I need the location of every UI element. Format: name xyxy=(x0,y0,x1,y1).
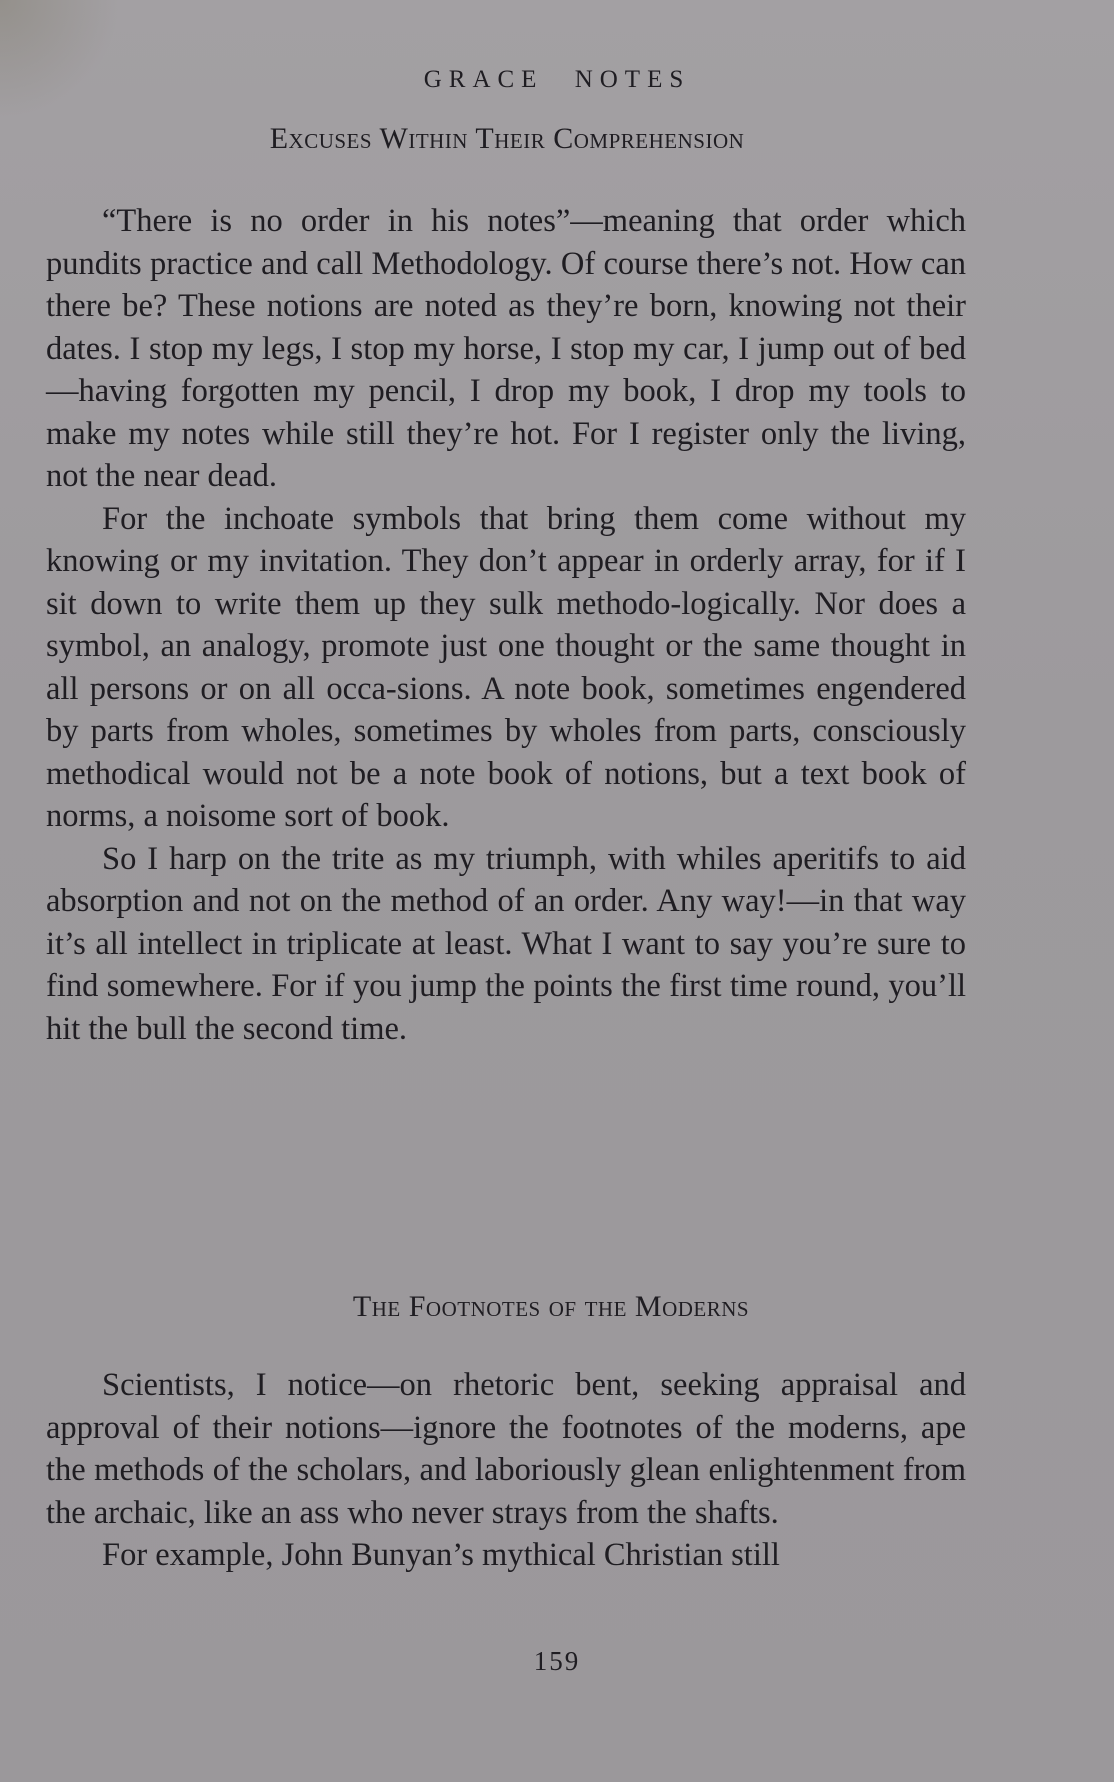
paragraph: Scientists, I notice—on rhetoric bent, seeking appraisal and approval of their notions—ignore the footnotes of the moderns, ape the methods of the scholars, and laboriously glean enlightenment from the archaic, like an ass who never strays from the shafts. xyxy=(46,1367,966,1531)
paragraph: So I harp on the trite as my triumph, with whiles aperitifs to aid absorption and not on the method of an order. Any way!—in that way it’s all intellect in triplicate at least. What I want to say you’re sure to find somewhere. For if you jump the points the first time round, you’ll hit the bull the second time. xyxy=(46,840,966,1047)
section-body-footnotes xyxy=(46,1364,966,1577)
section-title-footnotes: The Footnotes of the Moderns xyxy=(352,1290,750,1323)
page-number: 159 xyxy=(533,1646,581,1676)
section-title-excuses: Excuses Within Their Comprehension xyxy=(269,122,745,155)
paragraph: For the inchoate symbols that bring them come without my knowing or my invitation. They don’t appear in orderly array, for if I sit down to write them up they sulk methodo‑logically. Nor does a symbol, an analogy, promote just one thought or the same thought in all persons or on all occa‑sions. A note book, sometimes engendered by parts from wholes, sometimes by wholes from parts, consciously methodical would not be a note book of notions, but a text book of norms, a noisome sort of book. xyxy=(46,500,966,834)
section-body-excuses xyxy=(46,200,966,1050)
paragraph: For example, John Bunyan’s mythical Christian still xyxy=(102,1537,780,1573)
paragraph: “There is no order in his notes”—meaning that order which pundits practice and call Methodology. Of course there’s not. How can there be? These notions are noted as they’re born, knowing not their dates. I stop my legs, I stop my horse, I stop my car, I jump out of bed—having forgotten my pencil, I drop my book, I drop my tools to make my notes while still they’re hot. For I register only the living, not the near dead. xyxy=(46,203,966,494)
running-head: GRACE NOTES xyxy=(423,66,691,93)
